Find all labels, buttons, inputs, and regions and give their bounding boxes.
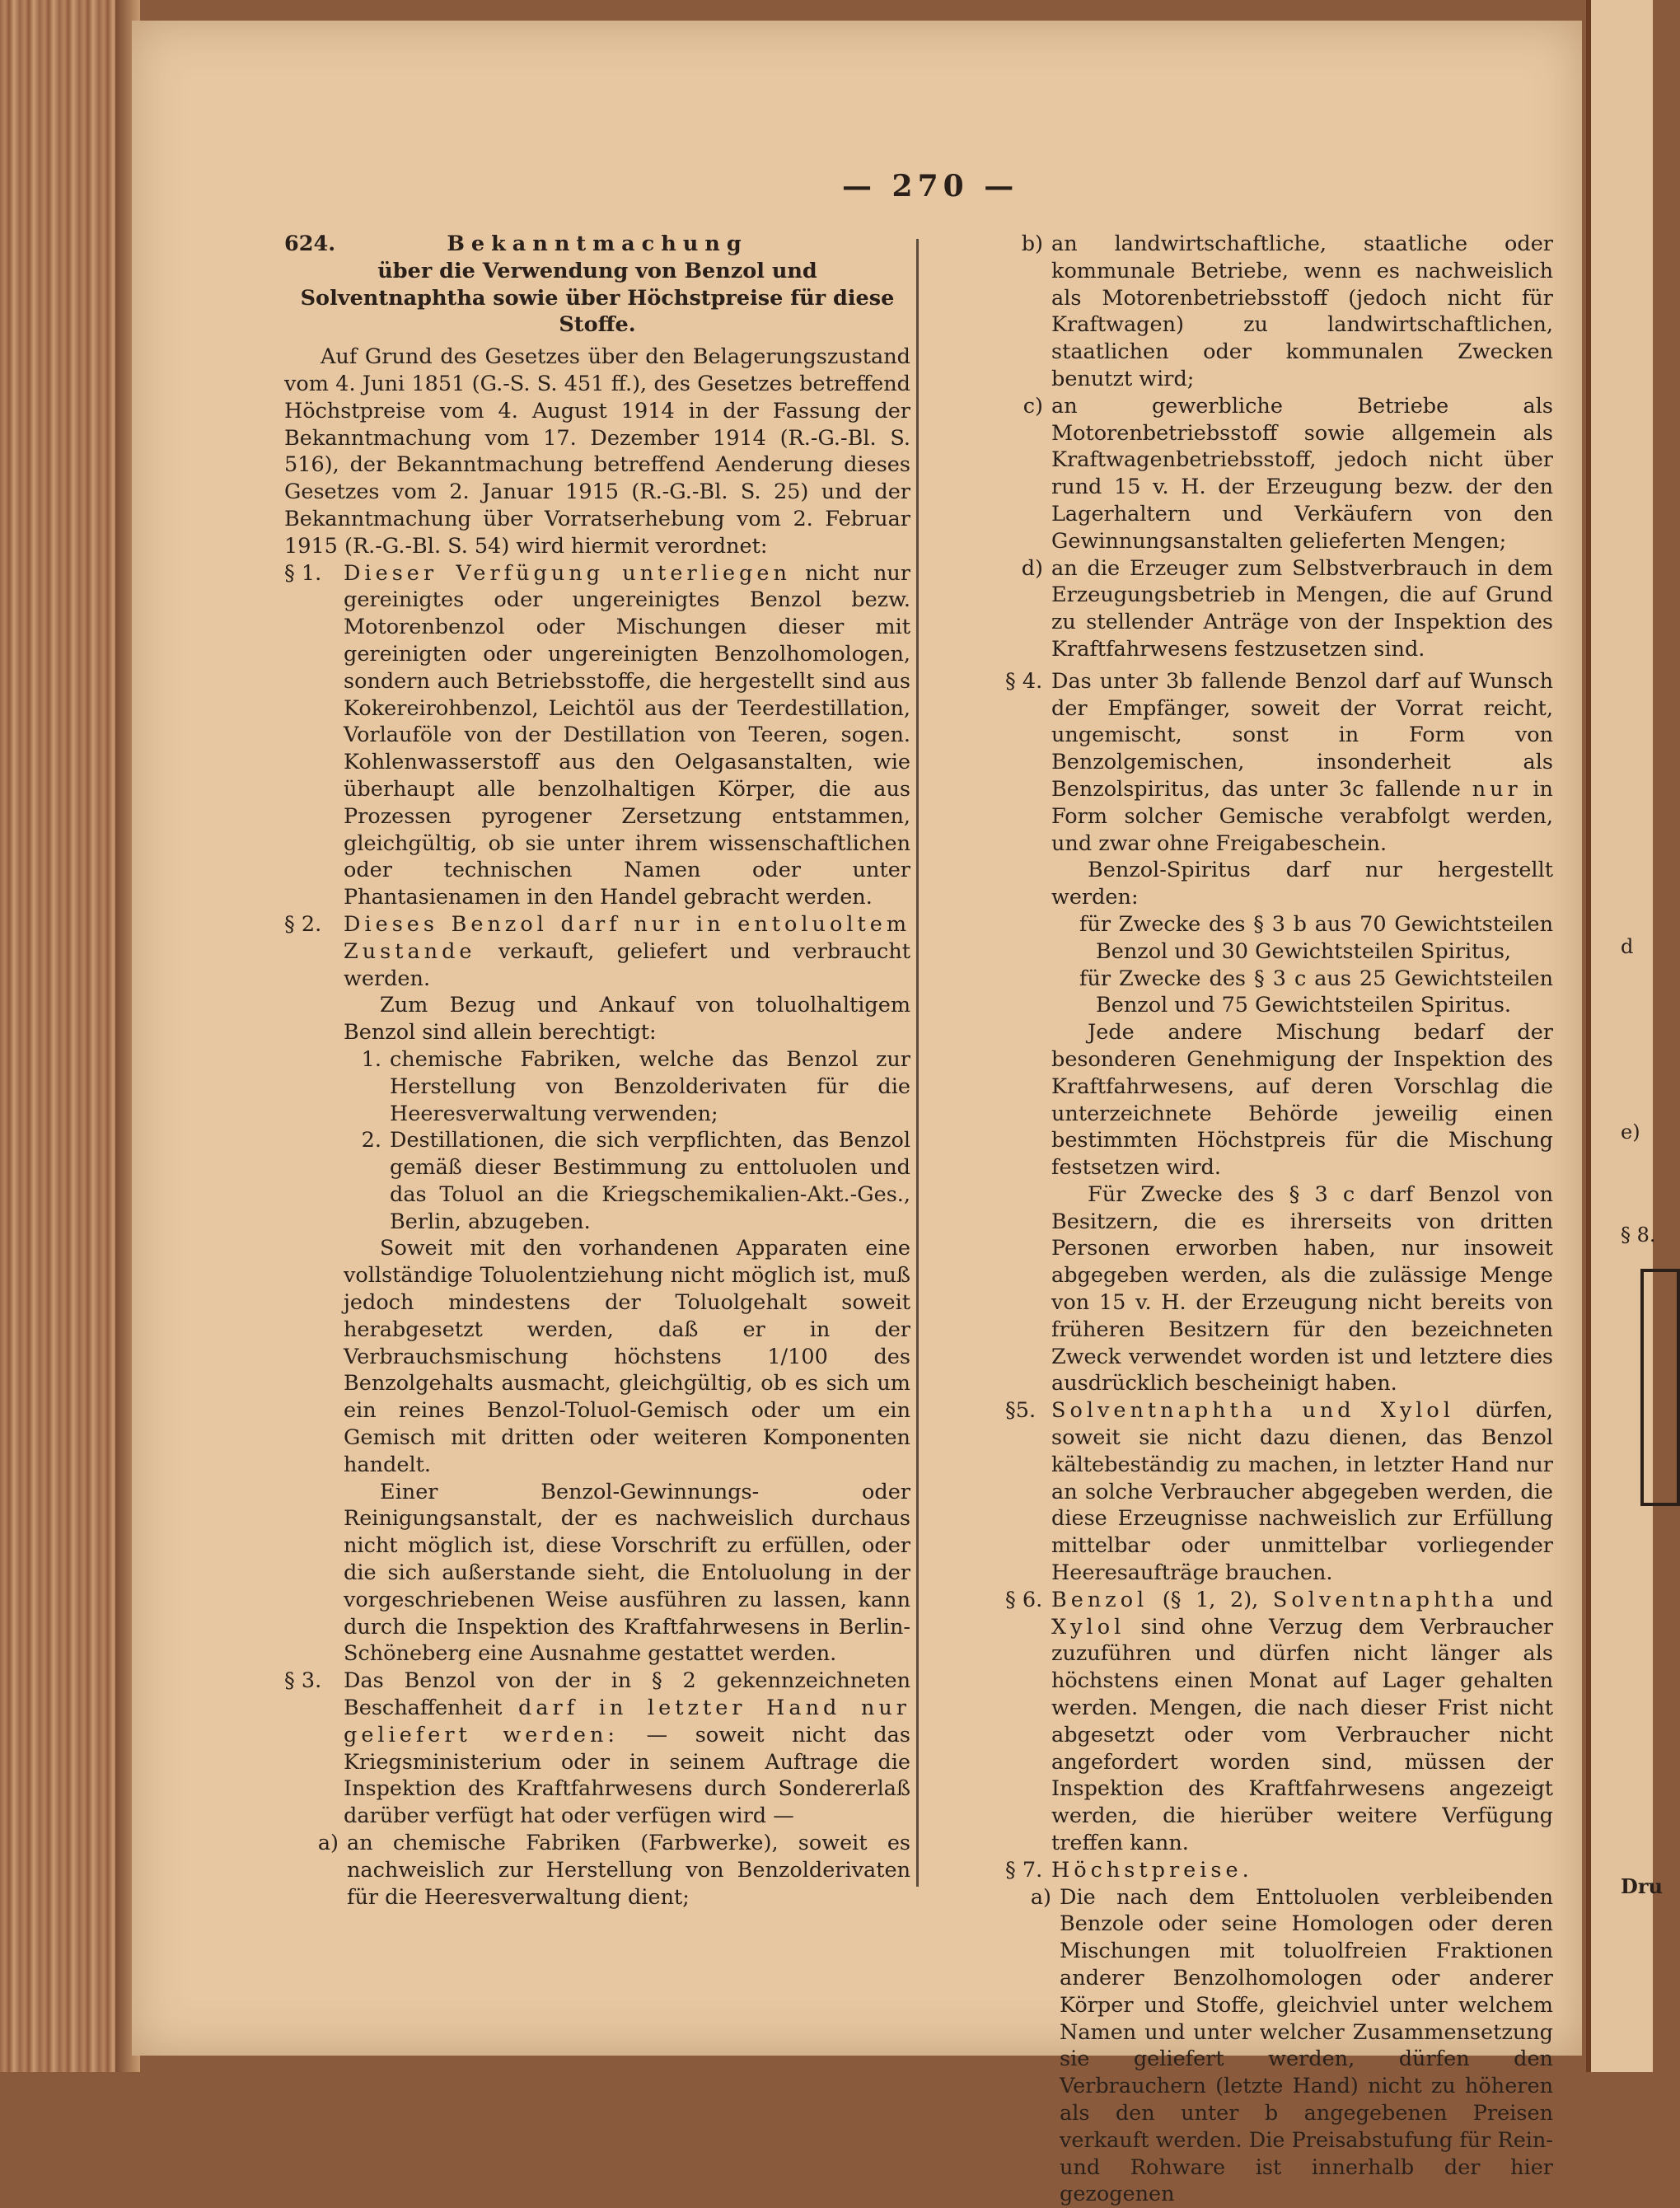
list-item-label: 2.	[361, 1128, 381, 1153]
announcement-number: 624.	[284, 232, 336, 256]
section-4-emphasis: nur	[1472, 776, 1522, 802]
right-column	[1005, 231, 1553, 2208]
section-3-lead: darf in letzter Hand nur geliefert werden:	[344, 1696, 910, 1747]
section-2-text: verkauft, geliefert und verbraucht werden.	[344, 938, 911, 991]
list-item-text: Die nach dem Enttoluolen verbleibenden Benzole oder seine Homologen oder deren Mischungen mit toluolfreien Fraktionen anderer Benzolhomologen oder anderer Körper und Stoffe, gleichviel unter welchem Namen und unter welcher Zusammensetzung sie geliefert werden, dürfen den Verbrauchern (letzte Hand) nicht zu höheren als den unter b angegebenen Preisen verkauft werden. Die Preisabstufung für Rein- und Rohware ist innerhalb der hier gezogenen	[1060, 1884, 1553, 2207]
list-item-text: an chemische Fabriken (Farbwerke), soweit es nachweislich zur Herstellung von Benzolderivaten für die Heeresverwaltung dient;	[347, 1831, 910, 1910]
section-label: § 3.	[284, 1668, 322, 1694]
section-4-paragraph: Jede andere Mischung bedarf der besonderen Genehmigung der Inspektion des Kraftfahrwesens, auf deren Vorschlag die unterzeichnete Behörde jeweilig einen bestimmten Höchstpreis für die Mischung festsetzen wird.	[1051, 1020, 1553, 1181]
adjacent-page-fragment: d	[1621, 935, 1634, 958]
section-4-paragraph: Für Zwecke des § 3 c darf Benzol von Besitzern, die es ihrerseits von dritten Personen erworben haben, nur insoweit abgegeben werden, als die zulässige Menge von 15 v. H. der Erzeugung nicht bereits von früheren Besitzern für den bezeichneten Zweck verwendet worden ist und letztere dies ausdrücklich bescheinigt haben.	[1051, 1181, 1553, 1396]
section-4-paragraph: für Zwecke des § 3 c aus 25 Gewichtsteilen Benzol und 75 Gewichtsteilen Spiritus.	[1079, 966, 1553, 1018]
list-item	[284, 1830, 910, 1911]
list-item	[1005, 231, 1553, 393]
section-label: § 1.	[284, 560, 322, 586]
section-label: §5.	[1005, 1398, 1037, 1424]
left-column	[284, 231, 910, 1911]
section-7-heading: Höchstpreise.	[1051, 1857, 1253, 1883]
column-divider	[916, 239, 919, 1887]
section-2-paragraph: Soweit mit den vorhandenen Apparaten eine vollständige Toluolentziehung nicht möglich ist, muß jedoch mindestens der Toluolgehalt soweit herabgesetzt werden, daß er in der Verbrauchsmischung höchstens 1/100 des Benzolgehalts ausmacht, gleichgültig, ob es sich um ein reines Benzol-Toluol-Gemisch oder um ein Gemisch mit dritten oder weiteren Komponenten handelt.	[344, 1236, 910, 1477]
section-5-text: dürfen, soweit sie nicht dazu dienen, das Benzol kältebeständig zu machen, in letzter Hand nur an solche Verbraucher abgegeben werden, die diese Erzeugnisse nachweislich zur Erfüllung mittelbar oder unmittelbar vorliegender Heeresaufträge brauchen.	[1051, 1398, 1553, 1586]
list-item-text: an die Erzeuger zum Selbstverbrauch in dem Erzeugungsbetrieb in Mengen, die auf Grund zu stellender Anträge von der Inspektion des Kraftfahrwesens festzusetzen sind.	[1051, 555, 1553, 662]
announcement-heading	[284, 231, 910, 258]
section-label: § 7.	[1005, 1857, 1043, 1883]
section-4	[1005, 668, 1553, 858]
section-7	[1005, 1857, 1553, 1884]
book-edge-left	[0, 0, 115, 2072]
adjacent-page-fragment: e)	[1621, 1120, 1640, 1144]
section-3-text: Das Benzol von der in § 2 gekennzeichneten Beschaffenheit	[344, 1668, 910, 1721]
section-label: § 6.	[1005, 1587, 1043, 1612]
list-item-text: chemische Fabriken, welche das Benzol zur Herstellung von Benzolderivaten für die Heeresverwaltung verwenden;	[390, 1046, 910, 1126]
section-2	[284, 911, 910, 992]
section-3	[284, 1668, 910, 1830]
section-6	[1005, 1587, 1553, 1857]
section-4-paragraph: Benzol-Spiritus darf nur hergestellt werden:	[1051, 858, 1553, 910]
section-4-text: in Form solcher Gemische verabfolgt werden, und zwar ohne Freigabeschein.	[1051, 776, 1553, 856]
section-1	[284, 560, 910, 911]
section-label: § 4.	[1005, 668, 1043, 694]
section-6-text: und	[1512, 1587, 1554, 1612]
list-item-text: an landwirtschaftliche, staatliche oder kommunale Betriebe, wenn es nachweislich als Motorenbetriebsstoff (jedoch nicht für Kraftwagen) zu landwirtschaftlichen, staatlichen oder kommunalen Zwecken benutzt wird;	[1051, 232, 1553, 391]
page-number: — 270 —	[842, 169, 1019, 203]
section-1-lead: Dieser Verfügung unterliegen	[344, 560, 791, 586]
announcement-title: Bekanntmachung	[447, 232, 748, 256]
section-4-text: Das unter 3b fallende Benzol darf auf Wunsch der Empfänger, soweit der Vorrat reicht, ungemischt, sonst in Form von Benzolgemischen, insonderheit als Benzolspiritus, das unter 3c fallende	[1051, 668, 1553, 802]
list-item-label: 1.	[361, 1046, 381, 1072]
section-5	[1005, 1397, 1553, 1587]
list-item-text: Destillationen, die sich verpflichten, das Benzol gemäß dieser Bestimmung zu enttoluolen und das Toluol an die Kriegschemikalien-Akt.-Ges., Berlin, abzugeben.	[390, 1128, 910, 1234]
section-6-lead: Solventnaphtha	[1272, 1587, 1499, 1612]
list-item-label: a)	[317, 1831, 339, 1856]
adjacent-page-fragment: § 8.	[1621, 1223, 1656, 1247]
list-item-label: b)	[1021, 232, 1043, 256]
section-2-paragraph: Zum Bezug und Ankauf von toluolhaltigem Benzol sind allein berechtigt:	[344, 993, 910, 1046]
list-item	[1005, 1884, 1553, 2208]
adjacent-page-fragment: Dru	[1621, 1874, 1663, 1898]
section-2-paragraph: Einer Benzol-Gewinnungs- oder Reinigungsanstalt, der es nachweislich durchaus nicht möglich ist, diese Vorschrift zu erfüllen, oder die sich außerstande sieht, die Entoluolung in der vorgeschriebenen Weise ausführen zu lassen, kann durch die Inspektion des Kraftfahrwesens in Berlin-Schöneberg eine Ausnahme gestattet werden.	[344, 1479, 910, 1667]
section-5-lead: Solventnaphtha und Xylol	[1051, 1398, 1454, 1424]
section-6-lead: Xylol	[1051, 1614, 1125, 1640]
list-item-label: a)	[1030, 1884, 1051, 1910]
section-6-text: sind ohne Verzug dem Verbraucher zuzuführen und dürfen nicht länger als höchstens einen Monat auf Lager gehalten werden. Mengen, die nach dieser Frist nicht abgesetzt oder vom Verbraucher nicht angefordert worden sind, müssen der Inspektion des Kraftfahrwesens angezeigt werden, die hierüber weitere Verfügung treffen kann.	[1051, 1614, 1554, 1856]
section-6-text: (§ 1, 2),	[1162, 1587, 1259, 1612]
list-item-text: an gewerbliche Betriebe als Motorenbetriebsstoff sowie allgemein als Kraftwagenbetriebsstoff, jedoch nicht über rund 15 v. H. der Erzeugung bezw. der den Lagerhaltern und Verkäufern von den Gewinnungsanstalten gelieferten Mengen;	[1051, 393, 1553, 554]
section-6-lead: Benzol	[1051, 1587, 1149, 1612]
section-label: § 2.	[284, 911, 322, 937]
list-item-label: d)	[1021, 555, 1043, 581]
announcement-subtitle: über die Verwendung von Benzol und Solventnaphtha sowie über Höchstpreise für diese Stoffe.	[300, 258, 895, 338]
adjacent-page-edge	[1586, 0, 1663, 2072]
section-2-lead: Dieses Benzol darf nur in entoluoltem Zustande	[344, 911, 910, 964]
section-3-text: — soweit nicht das Kriegsministerium oder in seinem Auftrage die Inspektion des Kraftfahrwesens durch Sondererlaß darüber verfügt hat oder verfügen wird —	[344, 1722, 910, 1829]
section-4-paragraph: für Zwecke des § 3 b aus 70 Gewichtsteilen Benzol und 30 Gewichtsteilen Spiritus,	[1079, 911, 1553, 964]
adjacent-page-box	[1640, 1269, 1680, 1506]
intro-paragraph: Auf Grund des Gesetzes über den Belagerungszustand vom 4. Juni 1851 (G.-S. S. 451 ff.), des Gesetzes betreffend Höchstpreise vom 4. August 1914 in der Fassung der Bekanntmachung vom 17. Dezember 1914 (R.-G.-Bl. S. 516), der Bekanntmachung betreffend Aenderung dieses Gesetzes vom 2. Januar 1915 (R.-G.-Bl. S. 25) und der Bekanntmachung über Vorratserhebung vom 2. Februar 1915 (R.-G.-Bl. S. 54) wird hiermit verordnet:	[284, 344, 910, 559]
list-item	[284, 1046, 910, 1127]
list-item-label: c)	[1023, 393, 1043, 419]
section-1-text: nicht nur gereinigtes oder ungereinigtes Benzol bezw. Motorenbenzol oder Mischungen dieser mit gereinigten oder ungereinigten Benzolhomologen, sondern auch Betriebsstoffe, die hergestellt sind aus Kokereirohbenzol, Leichtöl aus der Teerdestillation, Vorlauföle von der Destillation von Teeren, sogen. Kohlenwasserstoff aus den Oelgasanstalten, wie überhaupt alle benzolhaltigen Körper, die aus Prozessen pyrogener Zersetzung entstammen, gleichgültig, ob sie unter ihrem wissenschaftlichen oder technischen Namen oder unter Phantasienamen in den Handel gebracht werden.	[344, 560, 910, 910]
list-item	[1005, 555, 1553, 663]
list-item	[1005, 393, 1553, 555]
list-item	[284, 1127, 910, 1235]
